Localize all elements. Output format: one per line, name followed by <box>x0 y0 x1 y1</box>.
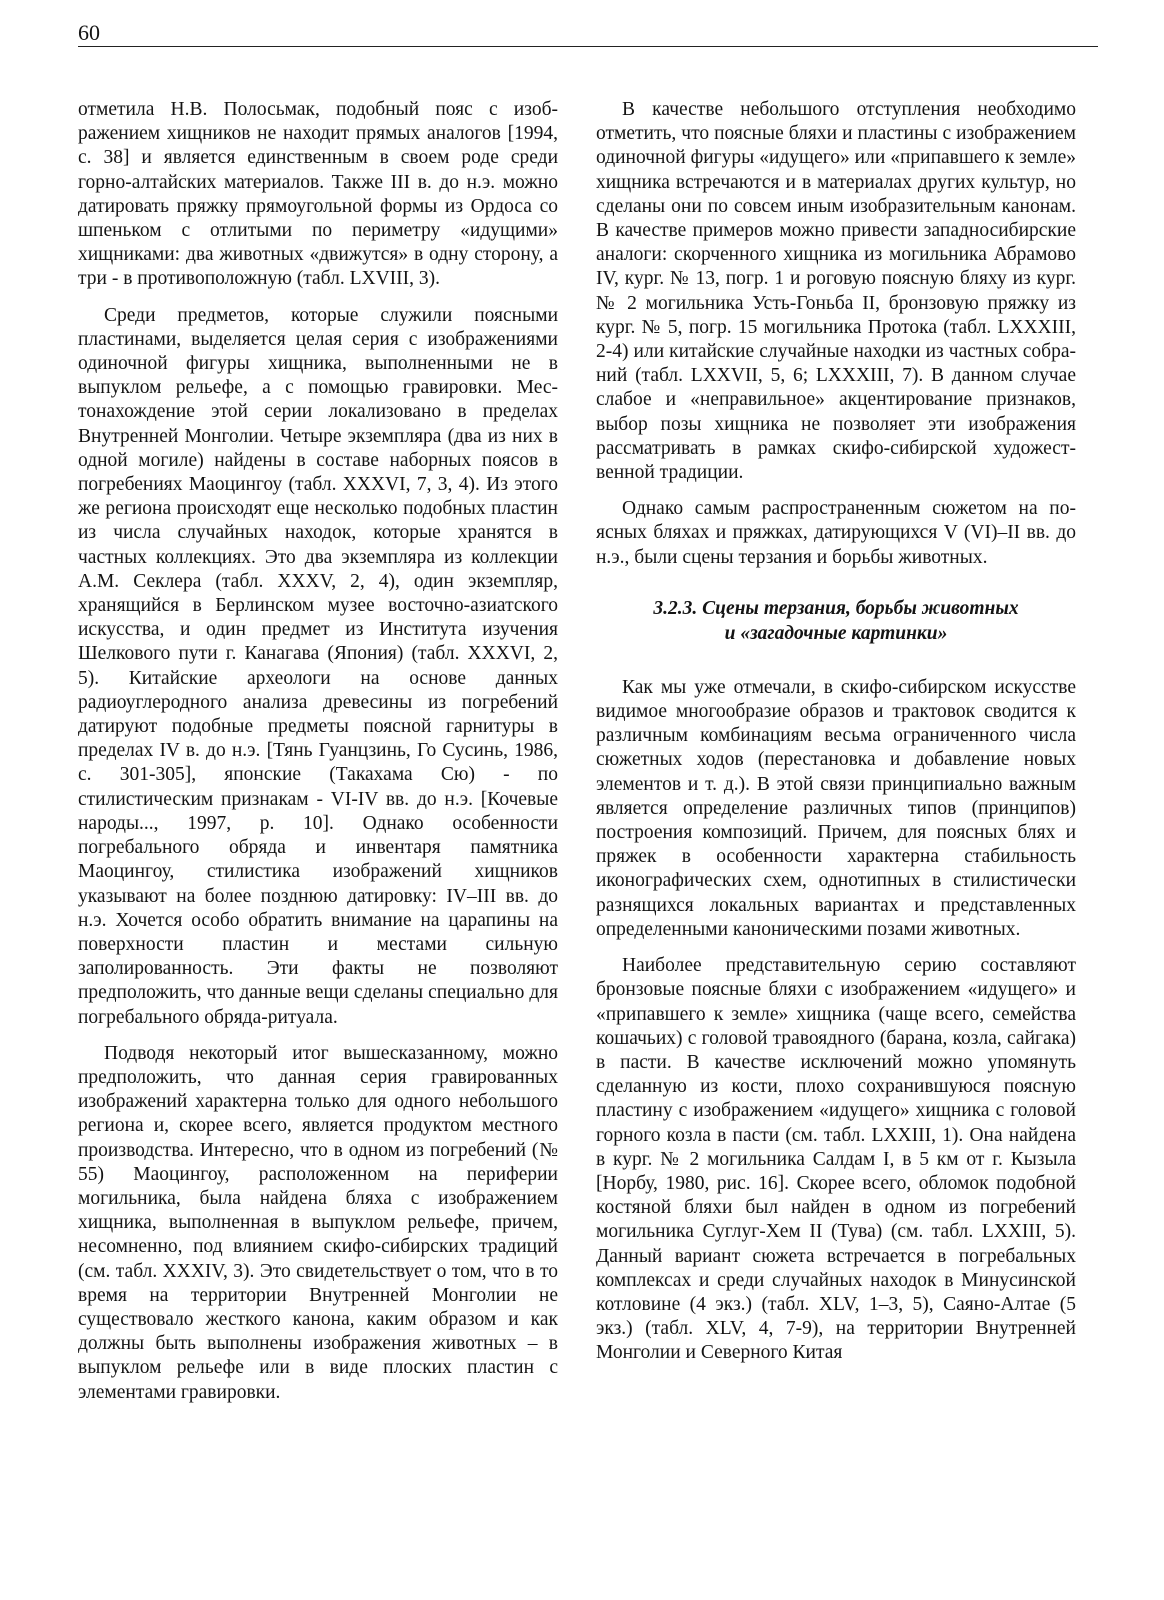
paragraph: Среди предметов, которые служили поясными пластинами, выделяется целая серия с изображениями одиночной фигуры хищника, выполненными не в выпуклом рельефе, а с помощью гравировки. Местонахождение этой серии локализовано в пределах Внутренней Монголии. Четыре экземпляра (два из них в одной могиле) найдены в составе наборных поясов в погребениях Маоцингоу (табл. XXXVI, 7, 3, 4). Из этого же региона происходят еще несколько подобных пластин из числа случайных находок, которые хранятся в частных коллекциях. Это два экземпляра из коллекции А.М. Секлера (табл. XXXV, 2, 4), один экземпляр, хранящийся в Берлинском музее восточно-азиатского искусства, и один предмет из Института изучения Шелкового пути г. Канагава (Япония) (табл. XXXVI, 2, 5). Китайские археологи на основе данных радиоуглеродного анализа древесины из погребений датируют подобные предметы поясной гарнитуры в пределах IV в. до н.э. [Тянь Гуанцзинь, Го Сусинь, 1986, с. 301-305], японские (Такахама Сю) - по стилистическим признакам - VI-IV вв. до н.э. [Кочевые народы..., 1997, р. 10]. Однако особенности погребального обряда и инвентаря памятника Маоцингоу, стилистика изображений хищников указывают на более позднюю датировку: IV–III вв. до н.э. Хочется особо обратить внимание на царапины на поверхности пластин и местами сильную заполированность. Эти факты не позволяют предположить, что данные вещи сделаны специально для погребального обряда-ритуала. <box>78 304 558 1028</box>
page-number: 60 <box>78 20 100 45</box>
paragraph: В качестве небольшого отступления необходимо отметить, что поясные бляхи и пластины с изображением одиночной фигуры «идущего» или «припавшего к земле» хищника встречаются и в материалах других культур, но сделаны они по совсем иным изобразительным канонам. В качестве примеров можно привести западносибирские аналоги: скорченного хищника из могильника Абрамово IV, кург. № 13, погр. 1 и роговую поясную бляху из кург. № 2 могильника Усть-Гоньба II, бронзовую пряжку из кург. № 5, погр. 15 могильника Протока (табл. LXXXIII, 2-4) или китайские случайные находки из частных собраний (табл. LXXVII, 5, 6; LXXXIII, 7). В данном случае слабое и «неправильное» акцентирование признаков, выбор позы хищника не позволяет эти изображения рассматривать в рамках скифо-сибирской художественной традиции. <box>596 99 1076 484</box>
paragraph: Как мы уже отмечали, в скифо-сибирском искусстве видимое многообразие образов и трактовок сводится к различным комбинациям весьма ограниченного числа сюжетных ходов (перестановка и добавление новых элементов и т. д.). В этой связи принципиально важным является определение различных типов (принципов) построения композиций. Причем, для поясных блях и пряжек в особенности характерна стабильность иконографических схем, однотипных в стилистически разнящихся локальных вариантах и представленных определенными каноническими позами животных. <box>596 676 1076 940</box>
section-heading <box>596 596 1076 646</box>
header-rule <box>78 46 1098 47</box>
paragraph: Наиболее представительную серию составляют бронзовые поясные бляхи с изображением «идущего» и «припавшего к земле» хищника (чаще всего, семейства кошачьих) с головой травоядного (барана, козла, сайгака) в пасти. В качестве исключений можно упомянуть сделанную из кости, плохо сохранившуюся поясную пластину с изображением «идущего» хищника с головой горного козла в пасти (см. табл. LXXIII, 1). Она найдена в кург. № 2 могильника Салдам I, в 5 км от г. Кызыла [Норбу, 1980, рис. 16]. Скорее всего, обломок подобной костяной бляхи был найден в одном из погребений могильника Суглуг-Хем II (Тува) (см. табл. LXXIII, 5). Данный вариант сюжета встречается в погребальных комплексах и среди случайных находок в Минусинской котловине (4 экз.) (табл. XLV, 1–3, 5), Саяно-Алтае (5 экз.) (табл. XLV, 4, 7-9), на территории Внутренней Монголии и Северного Китая <box>596 955 1076 1364</box>
left-column <box>78 98 558 1417</box>
section-heading-line: и «загадочные картинки» <box>724 622 948 644</box>
paragraph: Однако самым распространенным сюжетом на поясных бляхах и пряжках, датирующихся V (VI)–II вв. до н.э., были сцены терзания и борьбы животных. <box>596 498 1076 568</box>
section-heading-line: 3.2.3. Сцены терзания, борьбы животных <box>653 597 1019 619</box>
paragraph: отметила Н.В. Полосьмак, подобный пояс с изображением хищников не находит прямых аналогов [1994, с. 38] и является единственным в своем роде среди горно-алтайских материалов. Также III в. до н.э. можно датировать пряжку прямоугольной формы из Ордоса со шпеньком с отлитыми по периметру «идущими» хищниками: два животных «движутся» в одну сторону, а три - в противоположную (табл. LXVIII, 3). <box>78 99 558 290</box>
right-column <box>596 98 1076 1378</box>
paragraph: Подводя некоторый итог вышесказанному, можно предположить, что данная серия гравированных изображений характерна только для одного небольшого региона и, скорее всего, является продуктом местного производства. Интересно, что в одном из погребений (№ 55) Маоцингоу, расположенном на периферии могильника, была найдена бляха с изображением хищника, выполненная в выпуклом рельефе, причем, несомненно, под влиянием скифо-сибирских традиций (см. табл. XXXIV, 3). Это свидетельствует о том, что в то время на территории Внутренней Монголии не существовало жесткого канона, каким образом и как должны быть выполнены изображения животных – в выпуклом рельефе или в виде плоских пластин с элементами гравировки. <box>78 1042 558 1403</box>
